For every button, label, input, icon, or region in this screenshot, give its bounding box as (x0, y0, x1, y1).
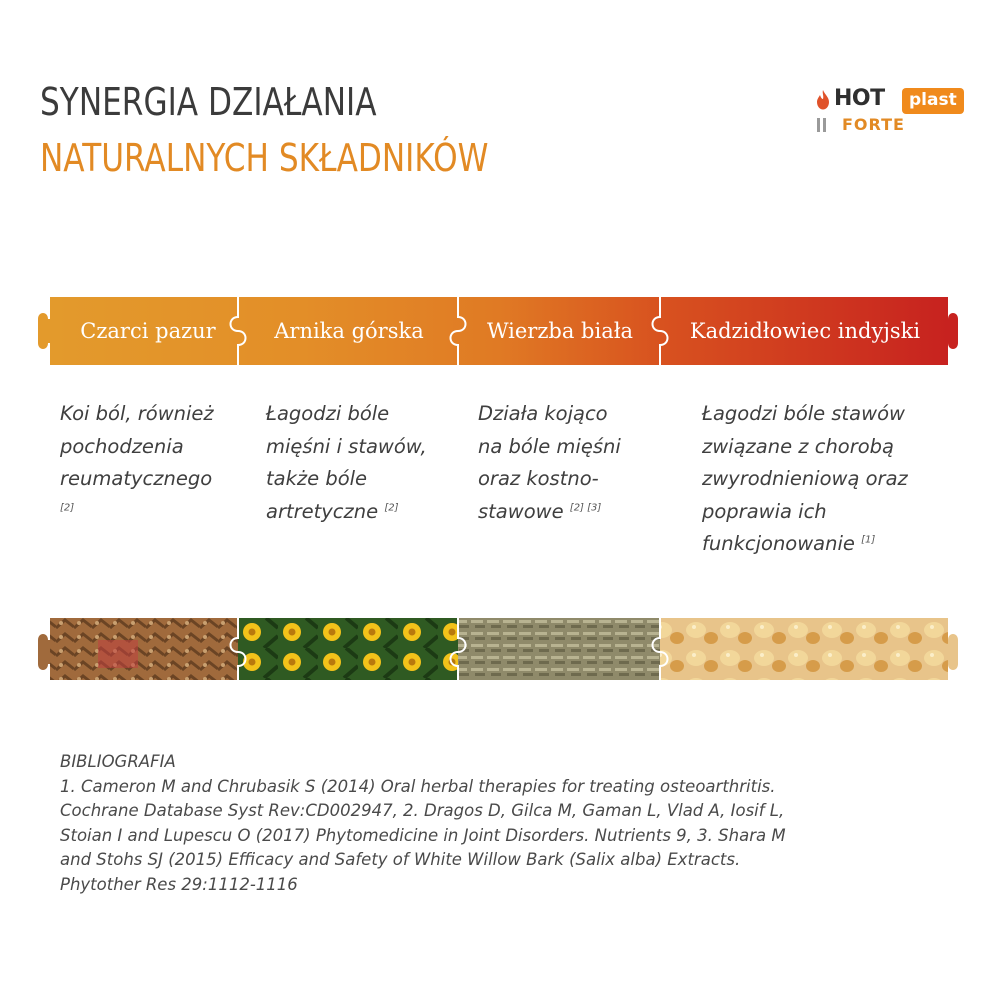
flame-icon (816, 90, 830, 110)
description-line: Działa kojąco (478, 402, 608, 425)
bibliography-line: and Stohs SJ (2015) Efficacy and Safety of White Willow Bark (Salix alba) Extracts. (60, 850, 741, 869)
ingredient-label-czarci-pazur: Czarci pazur (80, 319, 216, 343)
description-line: zwyrodnieniową oraz (702, 467, 908, 490)
description-line: oraz kostno- (478, 467, 599, 490)
ingredient-description-2 (266, 398, 466, 528)
description-line: Koi ból, również (60, 402, 214, 425)
description-line: pochodzenia (60, 434, 184, 458)
description-line: reumatycznego (60, 467, 213, 490)
bibliography-line: Phytother Res 29:1112-1116 (60, 874, 298, 894)
ingredient-label-arnika-gorska: Arnika górska (274, 319, 424, 343)
reference-marker: [2] (384, 502, 399, 513)
photo-strip-graphic (38, 618, 958, 680)
logo-plast-badge: plast (902, 88, 964, 114)
reference-marker: [1] (861, 534, 876, 546)
bibliography-line: 1. Cameron M and Chrubasik S (2014) Oral herbal therapies for treating osteoarthritis. (60, 776, 776, 796)
description-line: Łagodzi bóle (266, 402, 390, 425)
description-line: funkcjonowanie (702, 532, 855, 555)
reference-marker: [2] [3] (569, 502, 602, 513)
ingredient-description-1 (60, 398, 250, 528)
bibliography-heading: BIBLIOGRAFIA (60, 752, 176, 771)
ingredient-photo-strip (38, 618, 958, 680)
bibliography (60, 750, 960, 897)
description-line: związane z chorobą (702, 434, 895, 458)
description-line: stawowe (478, 499, 564, 523)
reference-marker: [2] (60, 502, 75, 513)
description-line: poprawia ich (702, 499, 827, 523)
ingredient-description-3 (478, 398, 678, 528)
ingredient-puzzle-band (38, 297, 958, 365)
description-line: mięśni i stawów, (266, 434, 427, 458)
description-line: artretyczne (266, 499, 379, 523)
description-line: także bóle (266, 467, 368, 490)
description-line: Łagodzi bóle stawów (702, 402, 905, 425)
logo-hot-text: HOT (834, 86, 885, 111)
ingredient-description-4 (702, 398, 962, 561)
logo-forte-text: FORTE (842, 115, 905, 134)
page-title-line-1: SYNERGIA DZIAŁANIA (40, 80, 377, 124)
logo-bars-icon (817, 118, 829, 137)
description-line: na bóle mięśni (478, 434, 621, 458)
brand-logo (816, 86, 981, 142)
page-title-line-2: NATURALNYCH SKŁADNIKÓW (40, 136, 489, 180)
bibliography-line: Stoian I and Lupescu O (2017) Phytomedicine in Joint Disorders. Nutrients 9, 3. Shara M (60, 825, 786, 845)
ingredient-label-kadzidlowiec: Kadzidłowiec indyjski (689, 319, 921, 343)
bibliography-line: Cochrane Database Syst Rev:CD002947, 2. Dragos D, Gilca M, Gaman L, Vlad A, Iosif L, (60, 801, 785, 820)
ingredient-label-wierzba-biala: Wierzba biała (486, 319, 634, 343)
